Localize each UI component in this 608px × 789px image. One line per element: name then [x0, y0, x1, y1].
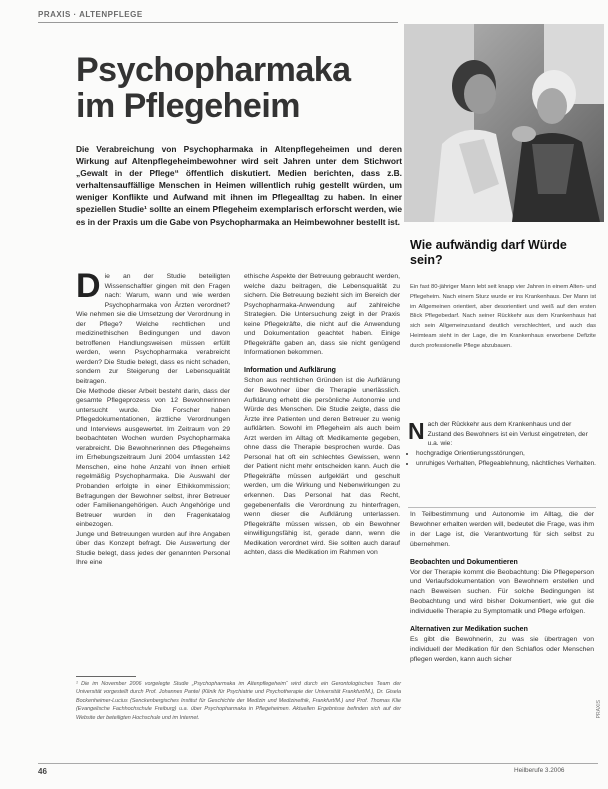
list-item: • hochgradige Orientierungsstörungen, [416, 449, 596, 459]
article-photo [404, 24, 604, 222]
column-1-paragraph-3: Junge und Betreuungen wurden auf ihre Angaben über das Konzept befragt. Die Auswertung der Studie belegt, dass jedes der genannten Personal Ihre eine [76, 530, 230, 567]
column-1-paragraph-2: Die Methode dieser Arbeit besteht darin, dass der gesamte Pflegeprozess von 12 Bewohnerinnen untersucht wurde. Die Forscher haben Pflegedokumentationen, ärztliche Verordnungen und Interviews ausgewertet. Im Zeitraum von 29 beobachteten Wochen wurden Psychopharmaka verabreicht. Die Bewohnerinnen des Pflegeheims im Erhebungszeitraum Juni 2004 umfassten 142 Menschen, eine hohe Anzahl von ihnen erhielt regelmäßig Psychopharmaka. Die Auswahl der Probanden erfolgte in einer Ethikkommission; Befragungen der Bewohner selbst, ihrer Betreuer oder Familienangehörigen. Auch Angehörige und Betreuer wurden in den Fragenkatalog einbezogen. [76, 387, 230, 529]
sidebar-box-list [408, 449, 596, 468]
column-1-text: ie an der Studie beteiligten Wissenschaftler gingen mit den Fragen nach: Warum, wann und wie werden Psychopharmaka von Ärzten verordnet? Wie nehmen sie die Umsetzung der Verordnung in der Pflege? Welche rechtlichen und medizinethischen Bedingungen und davon betroffenen Handlungsweisen müssen erfüllt werden, wenn Psychopharmaka verabreicht werden? Die Studie belegt, dass es nicht schaden, sondern zur Steigerung der Lebensqualität beitragen. [76, 273, 230, 386]
footnote: ¹ Die im November 2006 vorgelegte Studie „Psychopharmaka im Altenpflegeheim“ wird durch ein Gerontologisches Team der Universität vorgestellt durch Prof. Johannes Pantel (Klinik für Psychiatrie und Psychotherapie der Universität Frankfurt/M.), Dr. Gisela Bockenheimer-Lucius (Senckenbergisches Institut für Geschichte der Medizin und Medizinethik, Frankfurt/M.) und Prof. Thomas Klie (Evangelische Fachhochschule Freiburg) u.a. über Psychopharmaka in Pflegeheimen. Aktuellen Ergebnisse befinden sich auf der Website der beteiligten Hochschule und im Internet. [76, 681, 401, 721]
list-item: • unruhiges Verhalten, Pflegeablehnung, nächtliches Verhalten. [416, 459, 596, 469]
sidebar-divider [408, 507, 596, 508]
body-column-1 [76, 267, 230, 568]
photo-caregiver-elderly-woman-icon [404, 24, 604, 222]
subheading-alternativen: Alternativen zur Medikation suchen [410, 626, 528, 634]
title-line-1: Psychopharmaka [76, 51, 351, 89]
sidebar-column-paragraph-2: Vor der Therapie kommt die Beobachtung: Die Pflegeperson und Verlaufsdokumentation von Bewohnern erstellen und nach Beweisen suchen. Für solche Bedingungen ist Beobachtung und wird bisher Dokumentiert, wie gut die individuelle Therapie zu Symptomatik und Pflege erfolgen. [410, 568, 594, 616]
sidebar-column-paragraph-3: Es gibt die Bewohnerin, zu was sie übertragen von individuell der Medikation für den Schlaflos oder Menschen pflegen werden, kann auch sicher [410, 635, 594, 663]
sidebar-column-paragraph: In Teilbestimmung und Autonomie im Alltag, die der Bewohner erhalten werden will, bedeutet die Frage, was ihm in der Lage ist, die Verantwortung für sich selbst zu übernehmen. [410, 511, 594, 548]
body-column-2 [244, 272, 400, 558]
title-line-2: im Pflegeheim [76, 87, 301, 125]
page-number: 46 [38, 767, 47, 776]
sidebar-column [410, 510, 594, 665]
sidebar-box-paragraph: ach der Rückkehr aus dem Krankenhaus und der Zustand des Bewohners ist ein Verlust eingetreten, der u.a. wie: [427, 421, 588, 448]
sidebar-body: Ein fast 80-jähriger Mann lebt seit knapp vier Jahren in einem Alten- und Pflegeheim. Nach einem Sturz wurde er ins Krankenhaus. Der Mann ist im Allgemeinen orientiert, aber desorientiert und weiß auf den ersten Blick Pflegebedarf. Nach seiner Rückkehr aus dem Krankenhaus hat sich sein Allgemeinzustand deutlich verschlechtert, und auch das Heimteam sieht in der Lage, die im Krankenhaus erworbene Defizite durch professionelle Pflege abzubauen. [410, 284, 596, 349]
article-intro: Die Verabreichung von Psychopharmaka in Altenpflegeheimen und deren Wirkung auf Altenpflegeheimbewohner wird seit Jahren unter dem Stichwort „Gewalt in der Pflege“ öffentlich diskutiert. Medien berichten, dass z.B. verhaltensauffällige Menschen in Heimen willentlich ruhig gestellt würden, um weniger Konflikte und Aufwand mit ihnen im Pflegealltag zu haben. In einer speziellen Studie¹ sollte an einem Pflegeheim exemplarisch erforscht werden, wie es in der Praxis um die Gabe von Psychopharmaka an Heimbewohner bestellt ist. [76, 144, 402, 227]
sidebar-box [408, 420, 596, 504]
subheading-information: Information und Aufklärung [244, 366, 336, 374]
sidebar-heading: Wie aufwändig darf Würde sein? [410, 238, 567, 267]
footer-rule [38, 763, 598, 764]
footnote-rule [76, 676, 136, 677]
column-2-paragraph-2: Schon aus rechtlichen Gründen ist die Aufklärung der Bewohner über die Therapie unerlässlich. Aufklärung erhebt die persönliche Autonomie und Würde des Menschen. Die Studie zeigte, dass die Ärzte ihre Patienten und deren Betreuer zu wenig aufklärten. Sowohl im Pflegeheim als auch beim Arzt werden im Alltag oft Medikamente gegeben, ohne dass die Therapie besprochen wurde. Das Personal hat oft ein schlechtes Gewissen, wenn der Patient nicht mehr entscheiden kann. Auch die Pflegekräfte müssen aufgeklärt und geschult werden, um die Wirkung und Nebenwirkungen zu erkennen. Das Personal hat das Recht, gegebenenfalls die Verordnung zu hinterfragen, wenn dieser die Aufklärung unterlassen. Pflegekräfte müssen wissen, ob ein Bewohner einwilligungsfähig ist, gerade dann, wenn die Medikation verordnet wird. Sie sollten auch darauf achten, dass die Medikation im Rahmen von [244, 377, 400, 557]
sidebar-box-text [408, 420, 596, 449]
column-2-paragraph-1: ethische Aspekte der Betreuung gebraucht werden, welche dazu beitragen, die Lebensqualität zu sichern. Die Betreuung bezieht sich im Bereich der Psychopharmaka-Anwendung auf zahlreiche Strategien. Die Untersuchung zeigt in der Praxis keine Pflegekräfte, die nicht auf die Anwendung und Dokumentation geachtet haben. Einige Pflegekräfte gaben an, dass sie nicht genügend Informationen bekommen. [244, 273, 400, 357]
header-rule [38, 22, 398, 23]
dropcap: D [76, 267, 101, 305]
journal-issue: Heilberufe 3.2006 [514, 767, 565, 774]
section-header: PRAXIS · ALTENPFLEGE [38, 10, 143, 19]
subheading-beobachten: Beobachten und Dokumentieren [410, 558, 518, 566]
column-1-paragraph-1 [76, 267, 230, 387]
sidebar-dropcap: N [408, 418, 425, 444]
article-title [76, 52, 351, 124]
vertical-label: PRAXIS [596, 700, 602, 719]
